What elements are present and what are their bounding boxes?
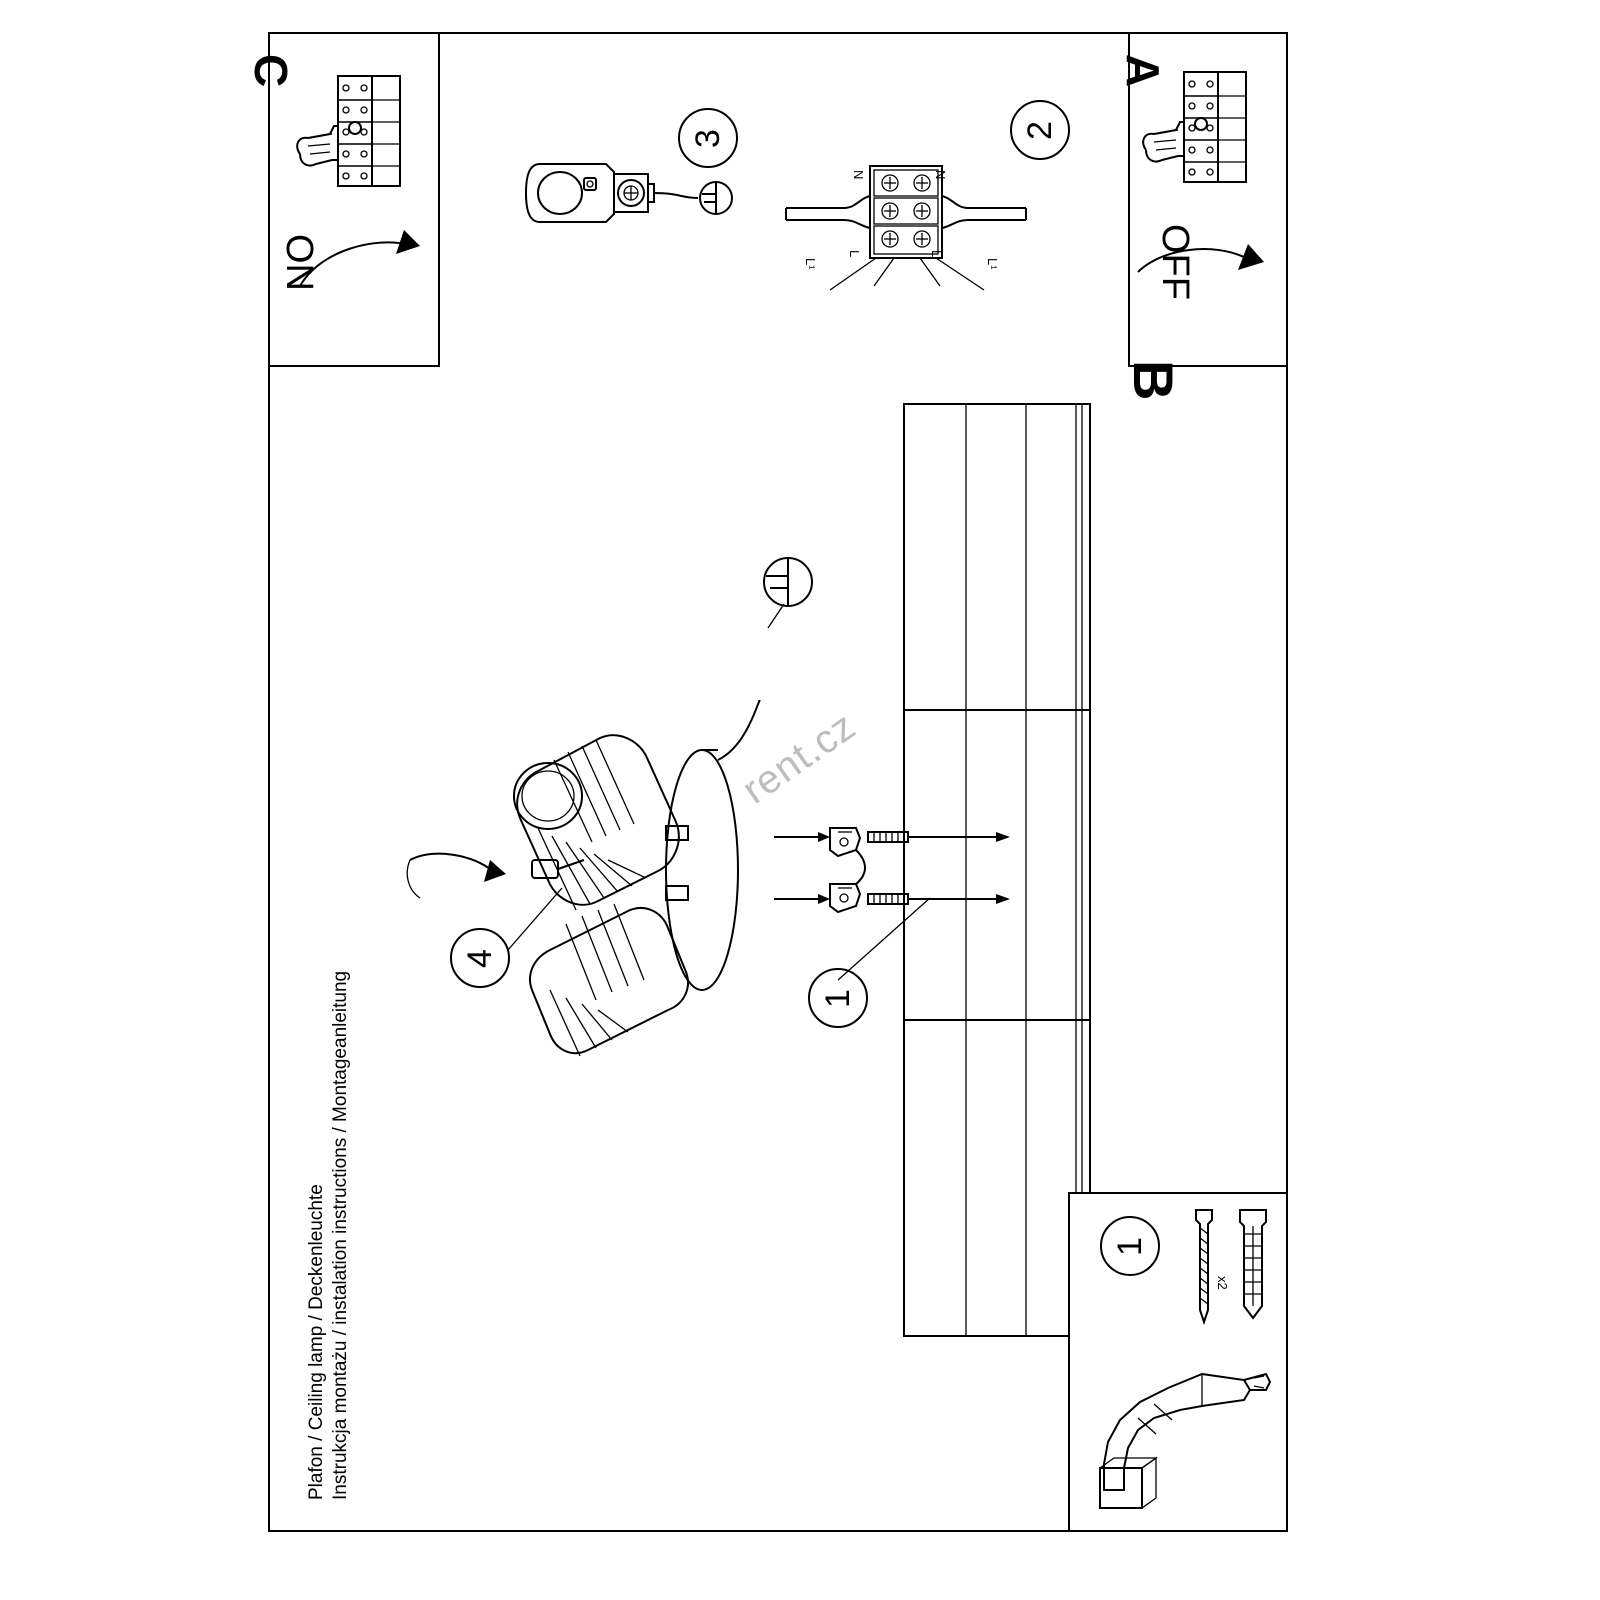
- wiring-terminal-diagram: [770, 150, 1040, 310]
- watermark: rent.cz: [734, 703, 864, 813]
- panel-tools-frame: 1 x2: [1068, 1192, 1288, 1532]
- panel-a-switch-off: A OFF: [1128, 32, 1288, 367]
- rotate-adjust-arrow-icon: [398, 840, 508, 920]
- drill-icon: [1094, 1364, 1274, 1514]
- step-1-badge: 1: [808, 968, 868, 1028]
- circuit-breaker-icon: [1143, 72, 1246, 182]
- cable-gland-diagram: [520, 150, 750, 240]
- step-2-badge: 2: [1010, 100, 1070, 160]
- rotate-arrow-icon: [292, 224, 422, 304]
- rotate-arrow-icon: [1128, 230, 1268, 300]
- circuit-breaker-icon: [297, 76, 400, 186]
- earth-terminal-icon: [754, 550, 824, 630]
- step-4-badge: 4: [450, 928, 510, 988]
- screw-and-anchor-icons: [1182, 1206, 1282, 1336]
- instruction-sheet: C ON A OFF B 2 N N L¹ L L L¹ 3 4 1 1 x2 Instrukcja montażu / instalation instructions / Montageanleitung Plafon / Ceiling lamp / Deckenleuchte rent.cz: [0, 0, 1600, 1600]
- panel-c-switch-on: C ON: [268, 32, 440, 367]
- step-4-leader-line: [500, 880, 580, 960]
- step-1-leader-line: [830, 890, 950, 990]
- step-3-badge: 3: [678, 108, 738, 168]
- tools-step-badge: 1: [1100, 1216, 1160, 1276]
